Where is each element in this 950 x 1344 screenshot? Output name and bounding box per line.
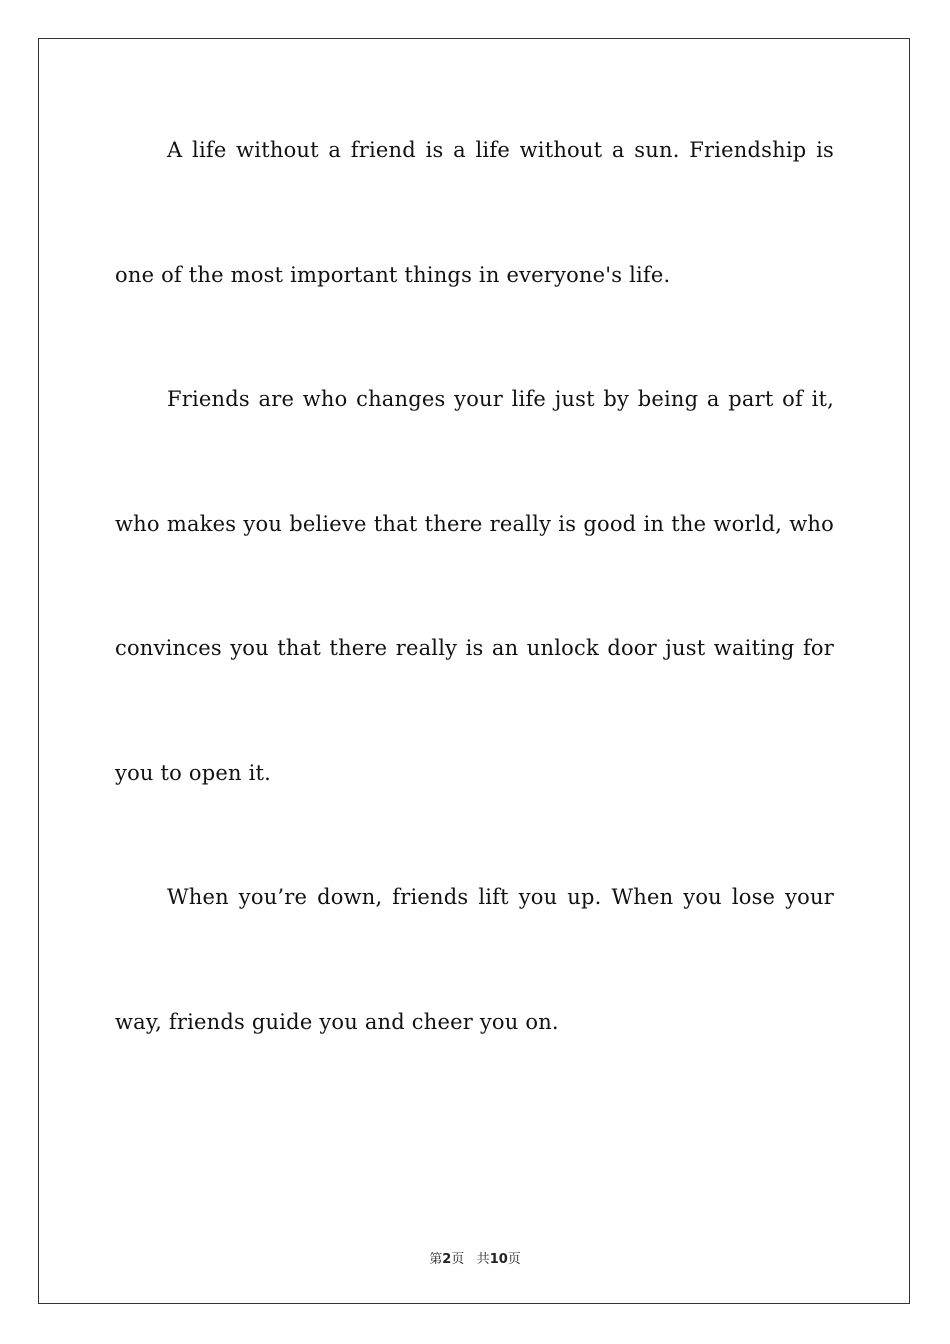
paragraph-2: Friends are who changes your life just by being a part of it, who makes you believe that there really is good in the world, who convinces you that there really is an unlock door just waiting for you to open it. xyxy=(115,387,834,785)
page-footer xyxy=(0,1248,950,1267)
footer-prefix: 第 xyxy=(429,1252,443,1267)
paragraph-3: When you’re down, friends lift you up. When you lose your way, friends guide you and cheer you on. xyxy=(115,885,834,1034)
document-body xyxy=(115,138,834,1084)
footer-total-suffix: 页 xyxy=(507,1252,521,1267)
footer-total-pages: 10 xyxy=(489,1252,508,1267)
footer-total-prefix: 共 xyxy=(476,1252,490,1267)
footer-current-page: 2 xyxy=(442,1252,452,1267)
paragraph-1: A life without a friend is a life without a sun. Friendship is one of the most important things in everyone's life. xyxy=(115,138,834,287)
footer-page-suffix: 页 xyxy=(451,1252,465,1267)
